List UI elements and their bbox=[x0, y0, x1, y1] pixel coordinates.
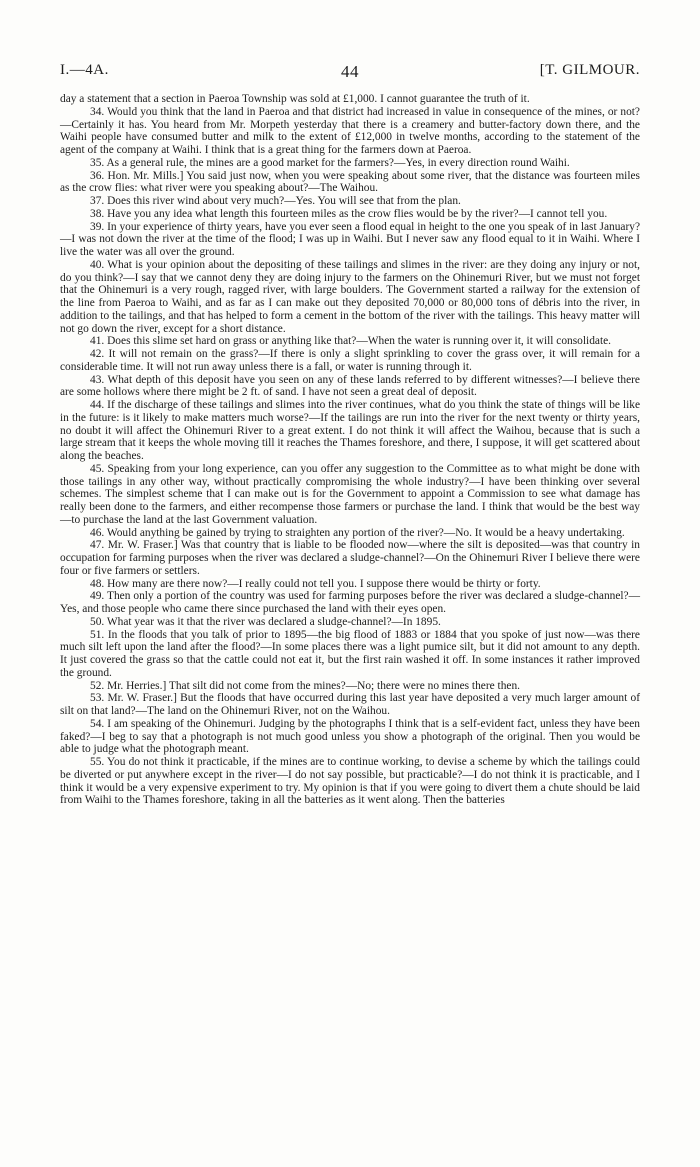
paragraph: 52. Mr. Herries.] That silt did not come from the mines?—No; there were no mines there then. bbox=[90, 679, 520, 692]
page-number: 44 bbox=[341, 62, 359, 81]
paragraph: 54. I am speaking of the Ohinemuri. Judging by the photographs I think that is a self-evident fact, unless they have been faked?—I beg to say that a photograph is not much good unless you show a photograph of the original. Then you would be able to judge what the photograph meant. bbox=[60, 717, 640, 756]
paragraph: 36. Hon. Mr. Mills.] You said just now, when you were speaking about some river, that the distance was fourteen miles as the crow flies: what river were you speaking about?—The Waihou. bbox=[60, 169, 640, 195]
paragraph: 48. How many are there now?—I really could not tell you. I suppose there would be thirty or forty. bbox=[90, 577, 541, 590]
page-header bbox=[60, 62, 640, 84]
body-text bbox=[60, 93, 640, 807]
paragraph: 43. What depth of this deposit have you seen on any of these lands referred to by different witnesses?—I believe there are some hollows where there might be 2 ft. of sand. I have not seen a great deal of deposit. bbox=[60, 373, 640, 399]
paragraph: 45. Speaking from your long experience, can you offer any suggestion to the Committee as to what might be done with those tailings in any other way, without practically compromising the whole industry?—I have been thinking over several schemes. The simplest scheme that I can make out is for the Government to appoint a Commission to see what damage has really been done to the farmers, and either recompense those farmers or purchase the land. I think that would be the best way—to purchase the land at the last Government valuation. bbox=[60, 462, 640, 526]
paragraph: 51. In the floods that you talk of prior to 1895—the big flood of 1883 or 1884 that you spoke of just now—was there much silt left upon the land after the flood?—In some places there was a light pumice silt, but it did not amount to any depth. It just covered the grass so that the cattle could not eat it, but the first rain washed it off. In some instances it rather improved the ground. bbox=[60, 628, 640, 679]
paragraph: 55. You do not think it practicable, if the mines are to continue working, to devise a scheme by which the tailings could be diverted or put anywhere except in the river—I do not say possible, but practicable?—I do not think it is practicable, and I think it would be a very expensive experiment to try. My opinion is that if you were going to divert them a chute should be laid from Waihi to the Thames foreshore, taking in all the batteries as it went along. Then the batteries bbox=[60, 756, 640, 807]
paragraph: 35. As a general rule, the mines are a good market for the farmers?—Yes, in every direction round Waihi. bbox=[90, 156, 570, 169]
paragraph: 50. What year was it that the river was declared a sludge-channel?—In 1895. bbox=[90, 615, 441, 628]
paragraph: 42. It will not remain on the grass?—If there is only a slight sprinkling to cover the grass over, it will remain for a considerable time. It will not run away unless there is a fall, or water is running through it. bbox=[60, 348, 640, 373]
paragraph: 49. Then only a portion of the country was used for farming purposes before the river was declared a sludge-channel?—Yes, and those people who came there since purchased the land with their eyes open. bbox=[60, 590, 640, 615]
paragraph: 34. Would you think that the land in Paeroa and that district had increased in value in consequence of the mines, or not?—Certainly it has. You heard from Mr. Morpeth yesterday that there is a creamery and butter-factory down there, and the Waihi people have consumed butter and milk to the extent of £12,000 in twelve months, according to the statement of the agent of the company at Waihi. I think that is a great thing for the farmers down at Paeroa. bbox=[60, 105, 640, 156]
paragraph: 40. What is your opinion about the depositing of these tailings and slimes in the river: are they doing any injury or not, do you think?—I say that we cannot deny they are doing injury to the farmers on the Ohinemuri River, but we must not forget that the Ohinemuri is a very rough, ragged river, with large boulders. The Government started a railway for the extension of the line from Paeroa to Waihi, and as far as I can make out they deposited 70,000 or 80,000 tons of débris into the river, in addition to the tailings, and that has helped to form a cement in the bottom of the river with the tailings. This heavy matter will not go down the river, except for a short distance. bbox=[60, 258, 640, 335]
paragraph: day a statement that a section in Paeroa Township was sold at £1,000. I cannot guarantee the truth of it. bbox=[60, 93, 530, 105]
paragraph: 44. If the discharge of these tailings and slimes into the river continues, what do you think the state of things will be like in the future: is it likely to make matters much worse?—If the tailings are run into the river for the next twenty or thirty years, no doubt it will affect the Ohinemuri River to a great extent. I do not think it will affect the Waihou, because that is such a large stream that it keeps the whole moving till it reaches the Thames foreshore, and there, I suppose, it will get scattered about along the beaches. bbox=[60, 399, 640, 462]
report-reference: I.—4A. bbox=[60, 62, 109, 78]
paragraph: 53. Mr. W. Fraser.] But the floods that have occurred during this last year have deposited a very much larger amount of silt on that land?—The land on the Ohinemuri River, not on the Waihou. bbox=[60, 692, 640, 717]
paragraph: 38. Have you any idea what length this fourteen miles as the crow flies would be by the river?—I cannot tell you. bbox=[90, 207, 608, 220]
witness-name: [T. GILMOUR. bbox=[539, 62, 640, 78]
paragraph: 37. Does this river wind about very much?—Yes. You will see that from the plan. bbox=[90, 195, 461, 207]
paragraph: 39. In your experience of thirty years, have you ever seen a flood equal in height to the one you speak of in last January?—I was not down the river at the time of the flood; I was up in Waihi. But I never saw any flood equal to it in Waihi. Where I live the water was all over the ground. bbox=[60, 220, 640, 258]
paragraph: 41. Does this slime set hard on grass or anything like that?—When the water is running over it, it will consolidate. bbox=[90, 335, 612, 348]
paragraph: 46. Would anything be gained by trying to straighten any portion of the river?—No. It would be a heavy undertaking. bbox=[90, 526, 625, 539]
paragraph: 47. Mr. W. Fraser.] Was that country that is liable to be flooded now—where the silt is deposited—was that country in occupation for farming purposes when the river was declared a sludge-channel?—On the Ohinemuri River I believe there were four or five farmers or settlers. bbox=[60, 539, 640, 577]
